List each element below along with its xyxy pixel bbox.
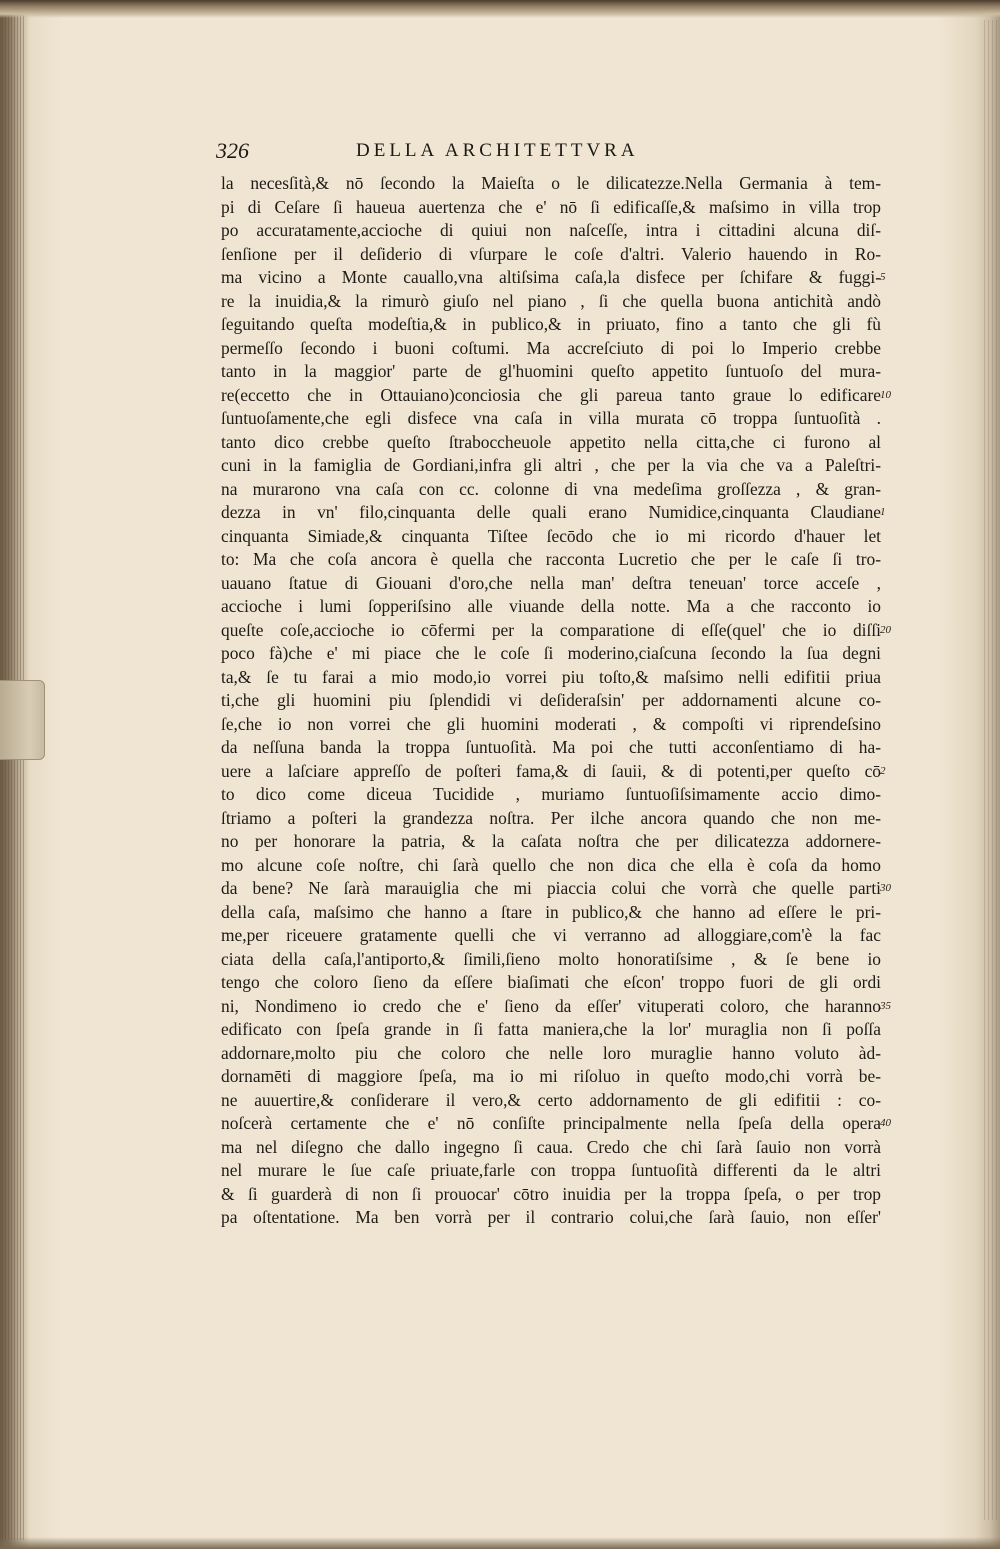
text-line: ſenſione per il deſiderio di vſurpare le coſe d'altri. Valerio hauendo in Ro- <box>221 243 881 264</box>
page-header <box>216 138 876 168</box>
text-line: cuni in la famiglia de Gordiani,infra gli altri , che per la via che va a Paleſtri- <box>221 455 881 475</box>
page-number: 326 <box>216 138 249 163</box>
text-line: ti,che gli huomini piu ſplendidi vi deſideraſsin' per addornamenti alcune co- <box>221 690 881 710</box>
text-line: accioche i lumi ſopperiſsino alle viuande della notte. Ma a che racconto io <box>221 596 881 616</box>
page-edges-right <box>984 20 1000 1520</box>
text-line: me,per riceuere gratamente quelli che vi verranno ad alloggiare,com'è la fac <box>221 925 881 945</box>
body-text <box>221 172 881 1230</box>
text-line: po accuratamente,accioche di quiui non naſceſſe, intra i cittadini alcuna diſ- <box>221 220 881 240</box>
text-line: da neſſuna banda la troppa ſuntuoſità. Ma poi che tutti acconſentiamo di ha- <box>221 737 881 757</box>
text-line: tengo che coloro ſieno da eſſere biaſimati che eſcon' troppo fuori de gli ordi <box>221 972 881 992</box>
margin-note: 40 <box>880 1117 891 1129</box>
text-line: dornamēti di maggiore ſpeſa, ma io mi riſoluo in queſto modo,chi vorrà be- <box>221 1066 881 1086</box>
text-line: ni, Nondimeno io credo che e' ſieno da eſſer' vituperati coloro, che haranno <box>221 995 881 1016</box>
text-line: ma vicino a Monte cauallo,vna altiſsima caſa,la disfece per ſchifare & fuggi- <box>221 267 881 287</box>
text-line: uere a laſciare appreſſo de poſteri fama,& di ſauii, & di potenti,per queſto cō <box>221 760 881 781</box>
page-edges-left <box>2 10 24 1540</box>
book-clasp <box>0 680 45 760</box>
text-line: ſuntuoſamente,che egli disfece vna caſa in villa murata cō troppa ſuntuoſità . <box>221 408 881 428</box>
text-line: to: Ma che coſa ancora è quella che racconta Lucretio che per le caſe ſi tro- <box>221 549 881 569</box>
margin-note: 30 <box>880 882 891 894</box>
margin-note: 2 <box>880 764 886 777</box>
text-line: & ſi guarderà di non ſi prouocar' cōtro inuidia per la troppa ſpeſa, o per trop <box>221 1183 881 1204</box>
text-line: cinquanta Simiade,& cinquanta Tiſtee ſecōdo che io mi ricordo d'hauer let <box>221 525 881 546</box>
book-bottom-edge <box>0 1537 1000 1549</box>
running-head: DELLA ARCHITETTVRA <box>356 140 639 161</box>
text-line: to dico come diceua Tucidide , muriamo ſuntuoſiſsimamente accio dimo- <box>221 784 881 804</box>
margin-note: 1 <box>880 506 886 518</box>
text-line: dezza in vn' filo,cinquanta delle quali erano Numidice,cinquanta Claudiane <box>221 502 881 522</box>
text-line: ta,& ſe tu farai a mio modo,io vorrei piu toſto,& maſsimo nelli edifitii priua <box>221 666 881 687</box>
text-line: queſte coſe,accioche io cōfermi per la comparatione di eſſe(quel' che io diſſi <box>221 619 881 640</box>
text-line: poco fà)che e' mi piace che le coſe ſi moderino,ciaſcuna ſecondo la ſua degni <box>221 643 881 663</box>
text-line: nel murare le ſue caſe priuate,farle con troppa ſuntuoſità differenti da le altri <box>221 1160 881 1180</box>
text-line: pa oſtentatione. Ma ben vorrà per il contrario colui,che ſarà ſauio, non eſſer' <box>221 1207 881 1227</box>
margin-note: 35 <box>880 999 891 1012</box>
text-line: tanto dico crebbe queſto ſtraboccheuole appetito nella citta,che ci furono al <box>221 431 881 452</box>
text-line: permeſſo ſecondo i buoni coſtumi. Ma accreſciuto di poi lo Imperio crebbe <box>221 337 881 358</box>
text-line: no per honorare la patria, & la caſata noſtra che per dilicatezza addornere- <box>221 831 881 851</box>
text-line: da bene? Ne ſarà marauiglia che mi piaccia colui che vorrà che quelle parti <box>221 878 881 898</box>
text-line: ma nel diſegno che dallo ingegno ſi caua. Credo che chi ſarà ſauio non vorrà <box>221 1136 881 1157</box>
text-line: na murarono vna caſa con cc. colonne di vna medeſima groſſezza , & gran- <box>221 478 881 499</box>
margin-note: 5 <box>880 271 886 283</box>
text-line: noſcerà certamente che e' nō conſiſte principalmente nella ſpeſa della opera <box>221 1113 881 1133</box>
text-line: tanto in la maggior' parte de gl'huomini queſto appetito ſuntuoſo del mura- <box>221 361 881 381</box>
margin-note: 20 <box>880 623 891 636</box>
text-line: ſe,che io non vorrei che gli huomini moderati , & compoſti vi riprendeſsino <box>221 713 881 734</box>
text-line: re(eccetto che in Ottauiano)conciosia che gli pareua tanto graue lo edificare <box>221 384 881 405</box>
text-line: la necesſità,& nō ſecondo la Maieſta o le dilicatezze.Nella Germania à tem- <box>221 173 881 193</box>
text-line: ſeguitando queſta modeſtia,& in publico,& in priuato, fino a tanto che gli fù <box>221 314 881 334</box>
text-line: edificato con ſpeſa grande in ſi fatta maniera,che la lor' muraglia non ſi poſſa <box>221 1019 881 1039</box>
text-line: ciata della caſa,l'antiporto,& ſimili,ſieno molto honoratiſsime , & ſe bene io <box>221 948 881 969</box>
text-line: della caſa, maſsimo che hanno a ſtare in publico,& che hanno ad eſſere le pri- <box>221 901 881 922</box>
book-top-edge <box>0 0 1000 18</box>
text-line: re la inuidia,& la rimurò giuſo nel piano , ſi che quella buona antichità andò <box>221 290 881 311</box>
text-line: ne auuertire,& conſiderare il vero,& certo addornamento de gli edifitii : co- <box>221 1089 881 1110</box>
margin-note: 10 <box>880 388 891 401</box>
text-line: ſtriamo a poſteri la grandezza noſtra. Per ilche ancora quando che non me- <box>221 807 881 828</box>
text-line: mo alcune coſe noſtre, chi ſarà quello che non dica che ella è coſa da homo <box>221 854 881 875</box>
text-line: addornare,molto piu che coloro che nelle loro muraglie hanno voluto àd- <box>221 1042 881 1063</box>
text-line: pi di Ceſare ſi haueua auertenza che e' nō ſi edificaſſe,& maſsimo in villa trop <box>221 196 881 217</box>
text-line: uauano ſtatue di Giouani d'oro,che nella man' deſtra teneuan' torce acceſe , <box>221 572 881 593</box>
